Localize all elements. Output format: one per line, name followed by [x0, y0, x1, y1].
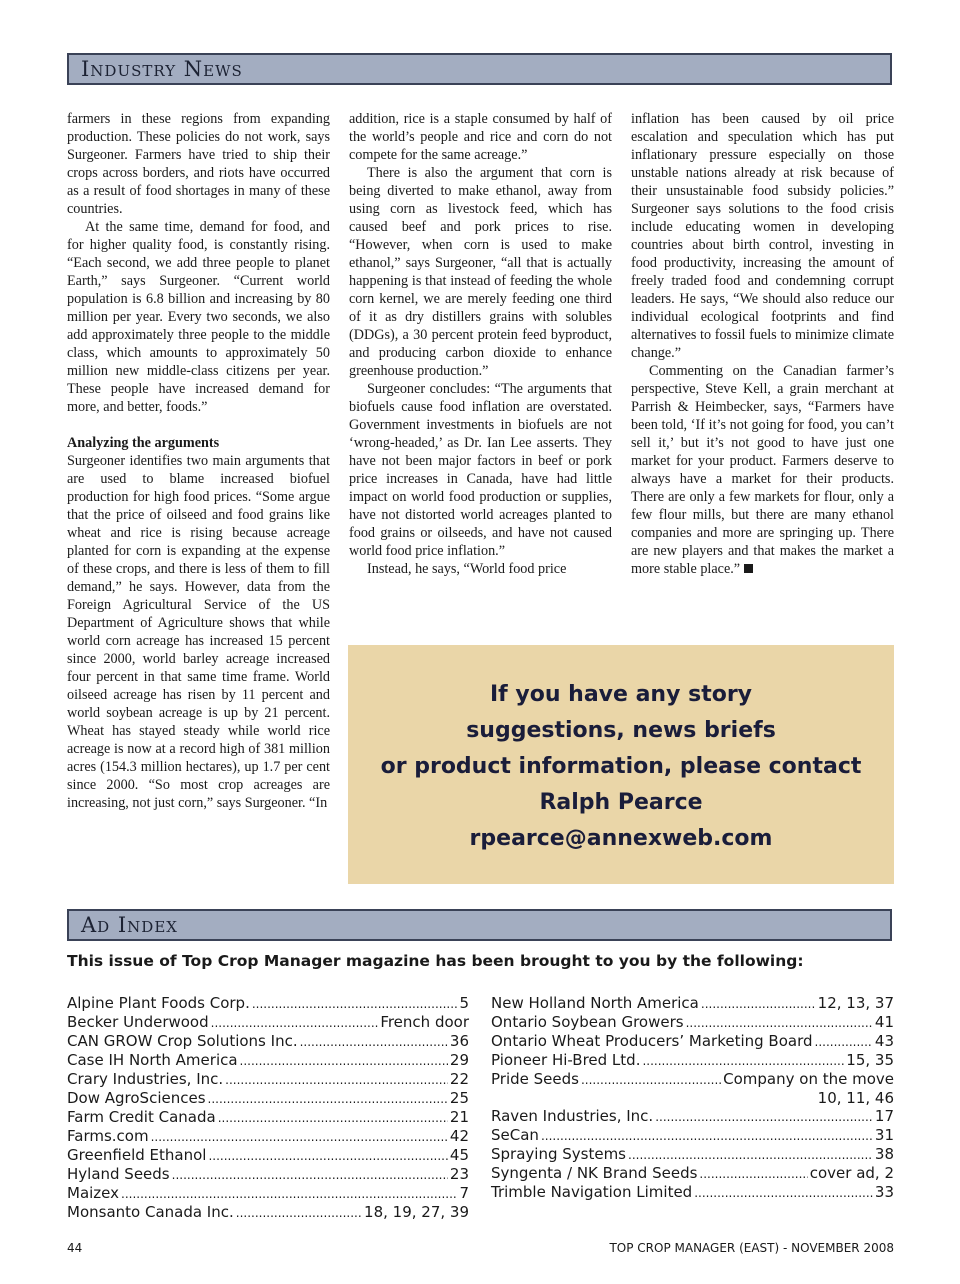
advertiser-name: Pride Seeds [491, 1070, 579, 1088]
section-heading: Analyzing the arguments [67, 435, 220, 451]
advertiser-page: cover ad, 2 [809, 1164, 894, 1182]
advertiser-page: 7 [459, 1184, 469, 1202]
contact-box [348, 645, 894, 884]
leader-dots [211, 1013, 379, 1032]
page-number: 44 [67, 1241, 83, 1255]
leader-dots [252, 994, 458, 1013]
ad-index-entry[interactable] [491, 1013, 894, 1032]
advertiser-name: Spraying Systems [491, 1145, 626, 1163]
leader-dots [642, 1051, 844, 1070]
article-paragraph: Surgeoner concludes: “The arguments that biofuels cause food inflation are overstated. Government investments in biofuels are not ‘wrong-headed,’ as Dr. Ian Lee asserts. They have not been major factors in beef or pork price increases in Canada, have had little impact on world food production or supplies, have not distorted world acreages planted to food grains or oilseeds, and have not caused world food price inflation.” [349, 381, 612, 559]
advertiser-page: 31 [874, 1126, 894, 1144]
leader-dots [225, 1070, 448, 1089]
advertiser-name: Becker Underwood [67, 1013, 209, 1031]
leader-dots [581, 1070, 721, 1089]
article-column-2 [349, 110, 612, 635]
article-paragraph: At the same time, demand for food, and for higher quality food, is constantly rising. “Each second, we add three people to planet Earth,” says Surgeoner. “Current world population is 6.8 billion and increasing by 80 million per year. Every two seconds, we also add approximately three people to the middle class, which amounts to approximately 50 million new middle-class citizens per year. These people have increased demand for more, and better, foods.” [67, 219, 330, 415]
ad-index-entry[interactable] [491, 1107, 894, 1126]
advertiser-name: CAN GROW Crop Solutions Inc. [67, 1032, 298, 1050]
advertiser-page: Company on the move [723, 1070, 894, 1088]
article-paragraph: Surgeoner identifies two main arguments that are used to blame increased biofuel production for high food prices. “Some argue that the price of oilseed and food grains like wheat and rice is rising because acreage planted for corn is expanding at the expense of these crops, and there is less of them to fill demand,” he says. However, data from the Foreign Agricultural Service of the US Department of Agriculture shows that while world corn acreage has increased 15 percent since 2000, world barley acreage increased four percent in that same time frame. World oilseed acreage has risen by 11 percent and world soybean acreage is up by 21 percent. Wheat has stayed steady while world rice acreage is now at a record high of 381 million acres (154.3 million hectares), up 1.7 per cent since 2000. “So most crop acreages are increasing, not just corn,” says Surgeoner. “In [67, 453, 330, 811]
advertiser-name: New Holland North America [491, 994, 699, 1012]
contact-email-link[interactable]: rpearce@annexweb.com [469, 826, 773, 851]
advertiser-page-continuation: 10, 11, 46 [817, 1089, 894, 1107]
advertiser-page: 23 [449, 1165, 469, 1183]
advertiser-name: Alpine Plant Foods Corp. [67, 994, 250, 1012]
end-mark-icon [744, 564, 753, 573]
ad-index-header [67, 909, 892, 941]
leader-dots [815, 1032, 873, 1051]
ad-index-entry[interactable] [67, 1013, 469, 1032]
advertiser-name: Farms.com [67, 1127, 149, 1145]
advertiser-page: 45 [449, 1146, 469, 1164]
article-paragraph-text: Commenting on the Canadian farmer’s perspective, Steve Kell, a grain merchant at Parrish & Heimbecker, says, “Farmers have been told, ‘If it’s not going for food, you can’t sell it,’ but it’s not good to have just one market for your product. Farmers deserve to always have a market for their products. There are only a few markets for flour, only a few flour mills, but there are many ethanol companies and more are springing up. There are new players and that makes the market a more stable place.” [631, 363, 894, 577]
ad-index-entry[interactable] [67, 1032, 469, 1051]
article-paragraph: There is also the argument that corn is being diverted to make ethanol, away from using corn as livestock feed, which has caused beef and pork prices to rise. “However, when corn is used to make ethanol,” says Surgeoner, “all that is actually happening is that instead of feeding the whole corn kernel, we are merely feeding one third of it as dry distillers grains with solubles (DDGs), a 30 percent protein feed byproduct, and producing carbon dioxide to enhance greenhouse production.” [349, 165, 612, 379]
contact-line: If you have any story [489, 682, 753, 707]
advertiser-name: Greenfield Ethanol [67, 1146, 207, 1164]
advertiser-page: 42 [449, 1127, 469, 1145]
advertiser-page: 33 [874, 1183, 894, 1201]
advertiser-name: Raven Industries, Inc. [491, 1107, 654, 1125]
advertiser-page: French door [380, 1013, 469, 1031]
advertiser-name: Case IH North America [67, 1051, 238, 1069]
advertiser-name: Ontario Soybean Growers [491, 1013, 684, 1031]
ad-index-entry[interactable] [491, 994, 894, 1013]
advertiser-name: Trimble Navigation Limited [491, 1183, 693, 1201]
leader-dots [121, 1184, 457, 1203]
ad-index-entry[interactable] [67, 1070, 469, 1089]
ad-index-entry[interactable] [491, 1183, 894, 1202]
advertiser-page: 18, 19, 27, 39 [364, 1203, 469, 1221]
ad-index-entry[interactable] [67, 1165, 469, 1184]
ad-index-entry[interactable] [491, 1070, 894, 1089]
article-paragraph: addition, rice is a staple consumed by half of the world’s people and rice and corn do not compete for the same acreage.” [349, 111, 612, 163]
ad-index-entry[interactable] [67, 1146, 469, 1165]
article-column-3 [631, 110, 894, 635]
article-paragraph [631, 362, 894, 578]
article-column-1 [67, 110, 330, 890]
leader-dots [172, 1165, 448, 1184]
advertiser-page: 12, 13, 37 [817, 994, 894, 1012]
ad-index-entry[interactable] [491, 1126, 894, 1145]
leader-dots [699, 1164, 807, 1183]
advertiser-name: Ontario Wheat Producers’ Marketing Board [491, 1032, 813, 1050]
leader-dots [218, 1108, 448, 1127]
leader-dots [240, 1051, 448, 1070]
publication-footer: TOP CROP MANAGER (EAST) - NOVEMBER 2008 [609, 1241, 894, 1255]
article-paragraph: Instead, he says, “World food price [367, 561, 567, 577]
advertiser-name: SeCan [491, 1126, 539, 1144]
leader-dots [686, 1013, 873, 1032]
advertiser-page: 29 [449, 1051, 469, 1069]
leader-dots [694, 1183, 873, 1202]
advertiser-page: 15, 35 [846, 1051, 894, 1069]
leader-dots [236, 1203, 362, 1222]
ad-index-entry[interactable] [491, 1051, 894, 1070]
advertiser-name: Maizex [67, 1184, 120, 1202]
ad-index-entry[interactable] [491, 1145, 894, 1164]
ad-index-entry[interactable] [491, 1032, 894, 1051]
ad-index-right-list [491, 994, 894, 1202]
advertiser-page: 22 [449, 1070, 469, 1088]
ad-index-entry[interactable] [67, 1108, 469, 1127]
advertiser-name: Syngenta / NK Brand Seeds [491, 1164, 698, 1182]
leader-dots [208, 1146, 447, 1165]
leader-dots [655, 1107, 873, 1126]
advertiser-name: Monsanto Canada Inc. [67, 1203, 234, 1221]
advertiser-page: 17 [874, 1107, 894, 1125]
ad-index-left-list [67, 994, 469, 1222]
advertiser-page: 5 [459, 994, 469, 1012]
ad-index-intro: This issue of Top Crop Manager magazine has been brought to you by the following: [67, 952, 804, 970]
industry-news-title: Industry News [81, 57, 243, 81]
article-paragraph: farmers in these regions from expanding production. These policies do not work, says Surgeoner. Farmers have tried to ship their crops across borders, and riots have occurred as a result of food shortages in many of these countries. [67, 111, 330, 217]
ad-index-entry[interactable] [67, 1184, 469, 1203]
leader-dots [701, 994, 816, 1013]
advertiser-page: 36 [449, 1032, 469, 1050]
advertiser-page: 43 [874, 1032, 894, 1050]
advertiser-name: Farm Credit Canada [67, 1108, 216, 1126]
advertiser-page: 25 [449, 1089, 469, 1107]
ad-index-title: Ad Index [81, 913, 178, 937]
industry-news-header [67, 53, 892, 85]
leader-dots [628, 1145, 873, 1164]
advertiser-name: Crary Industries, Inc. [67, 1070, 224, 1088]
ad-index-entry[interactable] [67, 994, 469, 1013]
advertiser-name: Pioneer Hi-Bred Ltd. [491, 1051, 641, 1069]
ad-index-entry[interactable] [67, 1051, 469, 1070]
ad-index-entry[interactable] [67, 1089, 469, 1108]
leader-dots [208, 1089, 448, 1108]
contact-line: suggestions, news briefs [466, 718, 776, 743]
ad-index-entry[interactable] [491, 1164, 894, 1183]
advertiser-page: 38 [874, 1145, 894, 1163]
advertiser-page: 41 [874, 1013, 894, 1031]
leader-dots [300, 1032, 448, 1051]
ad-index-entry[interactable] [67, 1203, 469, 1222]
leader-dots [541, 1126, 873, 1145]
contact-name: Ralph Pearce [539, 790, 703, 815]
contact-line: or product information, please contact [380, 754, 862, 779]
advertiser-name: Dow AgroSciences [67, 1089, 206, 1107]
article-paragraph: inflation has been caused by oil price escalation and speculation which has put inflationary pressure especially on those unstable nations already at risk because of their unsustainable food subsidy policies.” Surgeoner says solutions to the food crisis include educating women in developing countries about birth control, investing in food productivity, increasing the amount of freely traded food and condemning corrupt leaders. He says, “We should also reduce our individual ecological footprints and find alternatives to fossil fuels to minimize climate change.” [631, 111, 894, 361]
advertiser-name: Hyland Seeds [67, 1165, 170, 1183]
ad-index-entry[interactable] [67, 1127, 469, 1146]
advertiser-page: 21 [449, 1108, 469, 1126]
leader-dots [151, 1127, 448, 1146]
